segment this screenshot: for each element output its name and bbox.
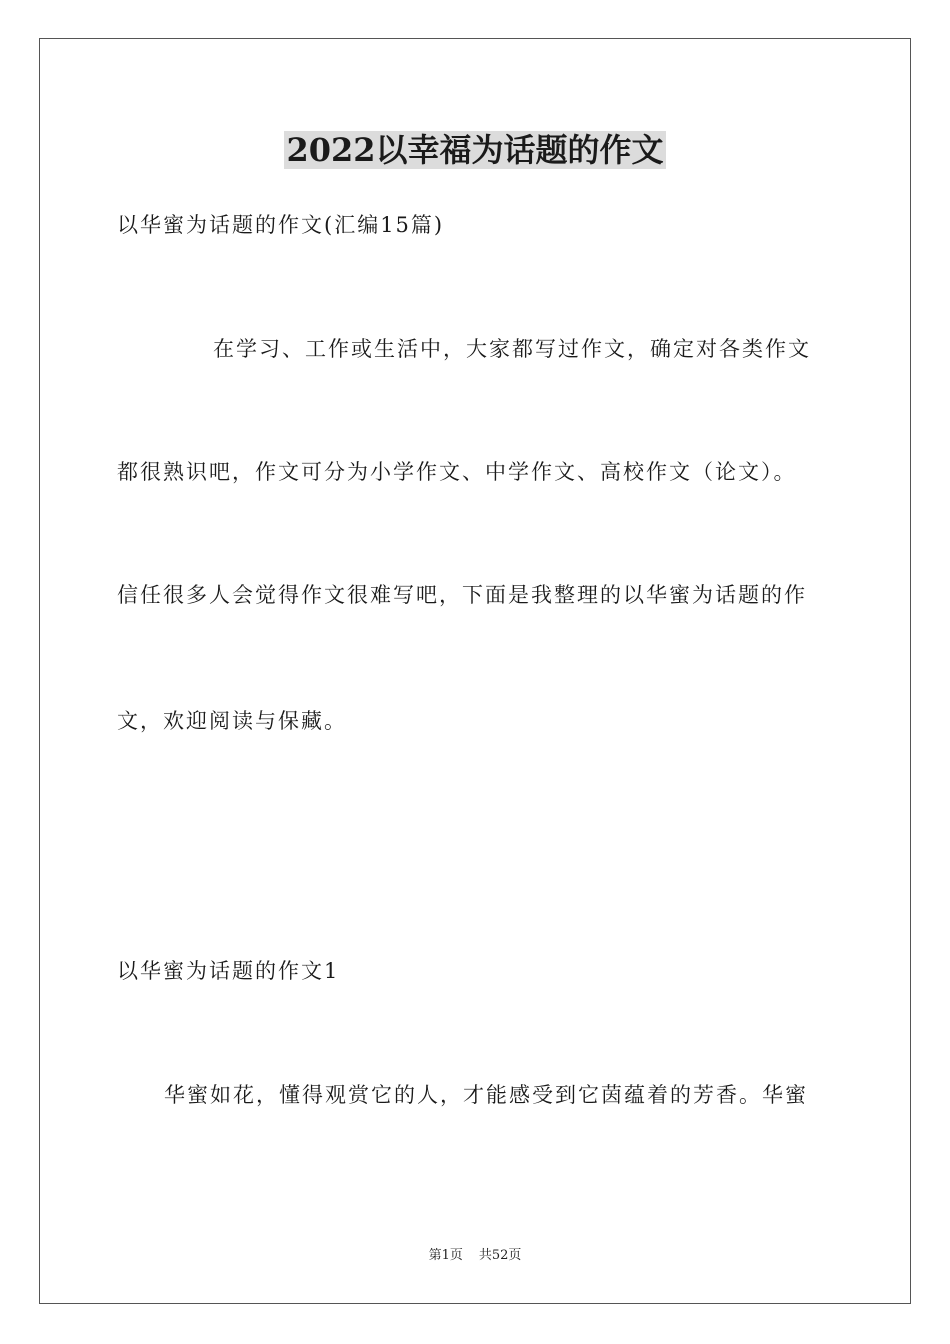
page-footer	[0, 1246, 950, 1266]
document-title-text: 2022以幸福为话题的作文	[286, 131, 664, 169]
page-number-current: 第1页	[428, 1248, 463, 1263]
document-subtitle: 以华蜜为话题的作文(汇编15篇)	[117, 213, 445, 237]
intro-line-4: 文，欢迎阅读与保藏。	[117, 709, 347, 733]
document-title	[0, 128, 950, 172]
intro-line-2: 都很熟识吧，作文可分为小学作文、中学作文、高校作文（论文）。	[117, 460, 797, 484]
page-number-total: 共52页	[478, 1248, 522, 1263]
section-heading: 以华蜜为话题的作文1	[117, 959, 340, 983]
intro-line-3: 信任很多人会觉得作文很难写吧，下面是我整理的以华蜜为话题的作	[117, 583, 807, 607]
body-line-1: 华蜜如花，懂得观赏它的人，才能感受到它茵蕴着的芳香。华蜜	[164, 1083, 808, 1107]
intro-line-1: 在学习、工作或生活中，大家都写过作文，确定对各类作文	[213, 337, 811, 361]
